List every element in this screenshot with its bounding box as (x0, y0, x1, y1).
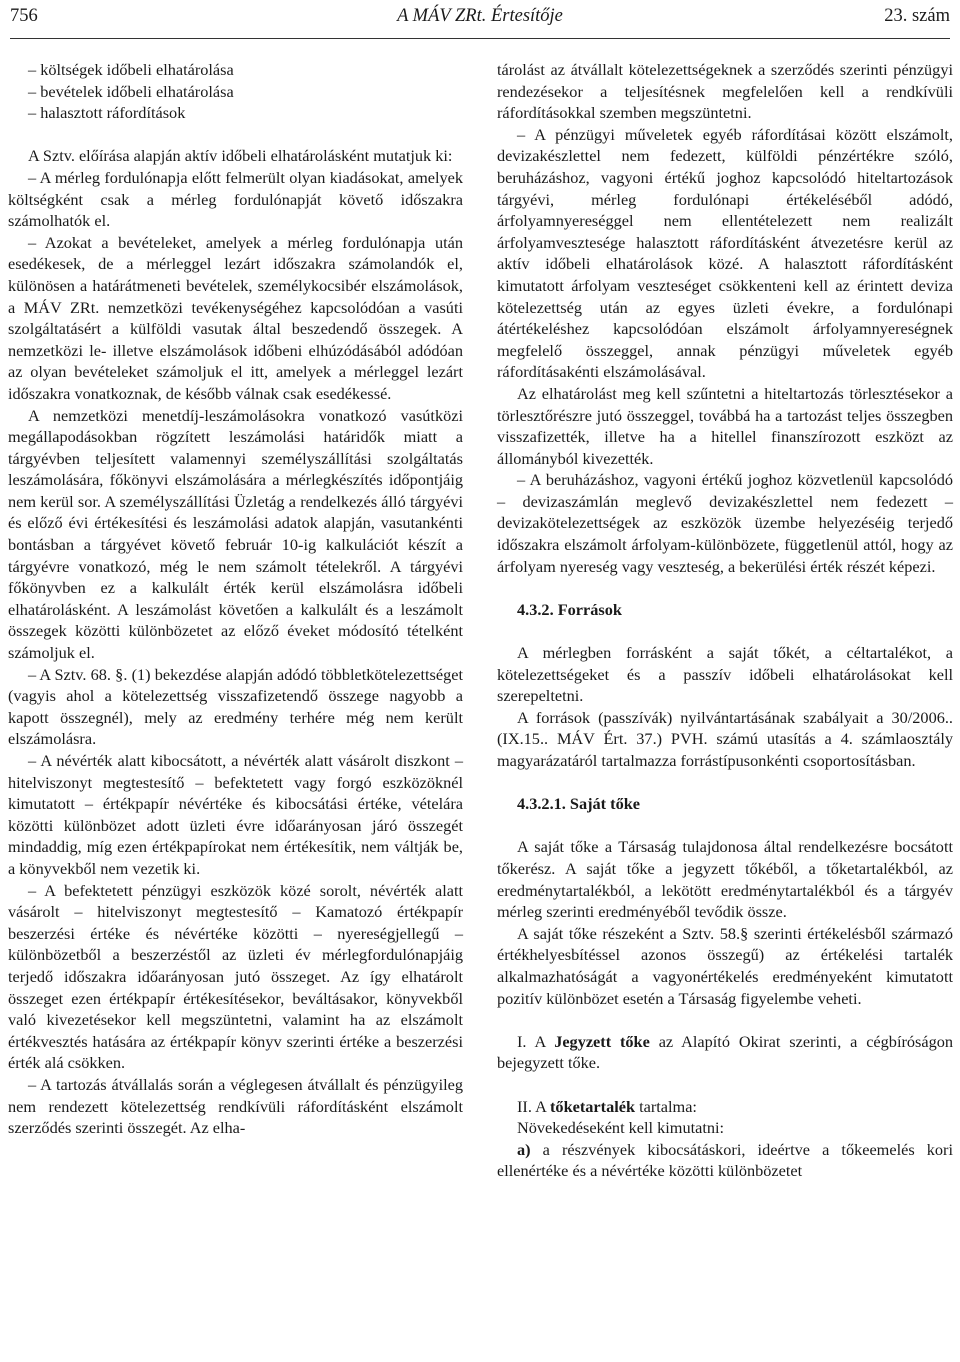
paragraph: – A tartozás átvállalás során a véglegesen átvállalt és pénzügyileg nem rendezett kötelezettség rendkívüli ráfordításként elszámolt szerződés szerinti összegét. Az elha- (8, 1074, 463, 1138)
bold-term: tőketartalék (550, 1096, 636, 1116)
issue-number: 23. szám (884, 6, 950, 26)
list-item: – bevételek időbeli elhatárolása (28, 81, 234, 101)
page-header (10, 6, 950, 36)
paragraph: – A névérték alatt kibocsátott, a névérték alatt vásárolt diszkont – hitelviszonyt megtestesítő – befektetett vagy forgó eszközöknél kimutatott – értékpapír névértéke és kibocsátási értéke, vételára közötti különbözet adott üzleti évre időarányosan járó összegét mindaddig, míg ezen értékpapírokat nem értékesítik, nem váltják be, a könyvekből nem vezetik ki. (8, 751, 463, 878)
paragraph: A mérlegben forrásként a saját tőkét, a céltartalékot, a kötelezettségeket és a passzív időbeli elhatárolásokat kell szerepeltetni. (497, 643, 953, 706)
spacer (497, 1074, 953, 1096)
paragraph: A források (passzívák) nyilvántartásának szabályait a 30/2006.. (IX.15.. MÁV Ért. 37.) PVH. számú utasítás a 4. számlaosztály magyarázatáról tartalmazza forrástípusonkénti csoportosításban. (497, 707, 953, 770)
paragraph: A saját tőke a Társaság tulajdonosa által rendelkezésre bocsátott tőkerész. A saját tőke a jegyzett tőkéből, a tőketartalékból, az eredménytartalékból, a lekötött eredménytartalékból és a tárgyév mérleg szerinti eredményéből tevődik össze. (497, 837, 953, 922)
text-run: I. A (517, 1031, 555, 1051)
text-run: tartalma: (635, 1096, 697, 1116)
spacer (497, 815, 953, 837)
paragraph: A nemzetközi menetdíj-leszámolásokra vonatkozó vasútközi megállapodásokban rögzített leszámolási határidők miatt a tárgyévben teljesített valamennyi személyszállítási szolgáltatás leszámolására, főkönyvi elszámolására a mérlegkészítés időpontjáig nem kerül sor. A személyszállítási Üzletág a rendelkezés álló tárgyévi és előző évi értékesítési és leszámolási adatok alapján, vasutankénti bontásban a tárgyévet követő február 10-ig kalkulációt készít a tárgyévre vonatkozó, még le nem számolt tételekről. A tárgyévi főkönyvben ez a kalkulált érték kerül elszámolásra időbeli elhatárolásként. A leszámolást követően a kalkulált és a leszámolt összegek közötti különbözetet az előző éveket módosító tételként számoljuk el. (8, 405, 463, 663)
paragraph: Növekedéseként kell kimutatni: (517, 1118, 725, 1138)
paragraph: tárolást az átvállalt kötelezettségeknek a szerződés szerinti pénzügyi rendezésekor a teljesítésnek megfelelően kell a rendkívüli ráfordításokkal szemben megszüntetni. (497, 60, 953, 123)
right-column (497, 59, 953, 1182)
paragraph: – A beruházáshoz, vagyoni értékű joghoz közvetlenül kapcsolódó – devizaszámlán meglevő devizakészlettel nem fedezett – devizakötelezettségek az eszközök üzembe helyezéséig terjedő időszakra elszámolt árfolyam-különbözete, függetlenül attól, hogy az árfolyam nyereség vagy veszteség, a bekerülési érték részét képezi. (497, 470, 953, 576)
spacer (497, 1009, 953, 1031)
bold-term: Jegyzett tőke (554, 1031, 650, 1051)
spacer (497, 772, 953, 794)
spacer (497, 577, 953, 599)
journal-title: A MÁV ZRt. Értesítője (397, 6, 563, 26)
spacer (497, 620, 953, 642)
paragraph-toketartalek (497, 1096, 953, 1118)
paragraph-jegyzett-toke (497, 1031, 953, 1074)
paragraph: – A pénzügyi műveletek egyéb ráfordításai között elszámolt, devizakészlettel nem fedezett, külföldi pénzértékre szóló, beruházáshoz, vagyoni értékű joghoz kapcsolódó hiteltartozások tárgyévi, mérleg fordulónapi értékeléséből adódó, árfolyamnyereséggel nem ellentételezett nem realizált árfolyamvesztesége halasztott ráfordításként átvezetésre kerül az aktív időbeli elhatárolások közé. A halasztott ráfordításként kimutatott árfolyam veszteséget csökkenteni kell az érintett deviza kötelezettség után az egyes üzleti évekre, a fordulónapi átértékeléshez kapcsolódóan elszámolt árfolyamnyereségnek megfelelő összeggel, annak pénzügyi műveletek egyéb ráfordításakénti elszámolásával. (497, 124, 953, 382)
paragraph: Az elhatárolást meg kell szűntetni a hiteltartozás törlesztésekor a törlesztőrészre jutó összeggel, továbbá ha a tartozást teljes összegben visszafizették, illetve ha a hitellel finanszírozott eszközt az állományból kivezették. (497, 383, 953, 468)
spacer (8, 124, 463, 146)
bold-term: a) (517, 1139, 531, 1159)
paragraph: – A befektetett pénzügyi eszközök közé sorolt, névérték alatt vásárolt – hitelviszonyt megtestesítő – Kamatozó értékpapír beszerzési értéke és névértéke közötti – nyereségjellegű – különbözetből a beszerzéstől az üzleti év mérlegfordulónapjáig terjedő időszakra időarányosan jutó összeget. Az így elhatárolt összeget ezen értékpapír értékesítésekor, beváltásakor, könyvekből való kivezetésekor kell megszüntetni, valamint ha az elszámolt értékvesztés hatására az értékpapír könyv szerinti értéke a beszerzési érték alá csökken. (8, 880, 463, 1073)
text-run: II. A (517, 1096, 551, 1116)
subsection-heading: 4.3.2.1. Saját tőke (517, 794, 641, 814)
section-heading: 4.3.2. Források (517, 599, 622, 619)
header-divider (10, 38, 950, 39)
page-number: 756 (10, 6, 38, 26)
list-item: – halasztott ráfordítások (28, 103, 186, 123)
list-item: – költségek időbeli elhatárolása (28, 60, 234, 79)
text-run: a részvények kibocsátáskori, ideértve a tőkeemelés kori ellenértéke és a névértéke közötti különbözetet (497, 1139, 953, 1181)
paragraph: A Sztv. előírása alapján aktív időbeli elhatárolásként mutatjuk ki: (28, 146, 453, 166)
paragraph: – A Sztv. 68. §. (1) bekezdése alapján adódó többletkötelezettséget (vagyis ahol a kötelezettség visszafizetendő összege nagyobb a kapott összegnél), mely az eredmény terhére még nem került elszámolásra. (8, 664, 463, 749)
paragraph: – Azokat a bevételeket, amelyek a mérleg fordulónapja után esedékesek, de a mérleggel lezárt időszakra számolandók el, különösen a határátmeneti bevételek, személykocsibér elszámolások, a MÁV ZRt. nemzetközi tevékenységéhez kapcsolódóan a vasúti szolgáltatásért a külföldi vasutak által beszedendő összegek. A nemzetközi le- illetve elszámolások időbeni elhúzódásából adódóan az olyan bevételeket számoljuk el itt, amelyek a mérleggel lezárt időszakra vonatkoznak, de később válnak csak esedékessé. (8, 232, 463, 403)
paragraph-item-a (497, 1139, 953, 1182)
paragraph: – A mérleg fordulónapja előtt felmerült olyan kiadásokat, amelyek költségként csak a mérleg fordulónapját követő időszakra számolhatók el. (8, 167, 463, 231)
text-run: az Alapító Okirat szerinti, a cégbíróságon bejegyzett tőke. (497, 1031, 954, 1073)
paragraph: A saját tőke részeként a Sztv. 58.§ szerinti értékelésből származó értékhelyesbítéssel azonos összegű) az értékelési tartalék alkalmazhatóságát a vagyonértékelés eredményeként kimutatott pozitív különbözet esetén a Társaság figyelembe veheti. (497, 923, 953, 1008)
left-column (8, 59, 463, 1139)
